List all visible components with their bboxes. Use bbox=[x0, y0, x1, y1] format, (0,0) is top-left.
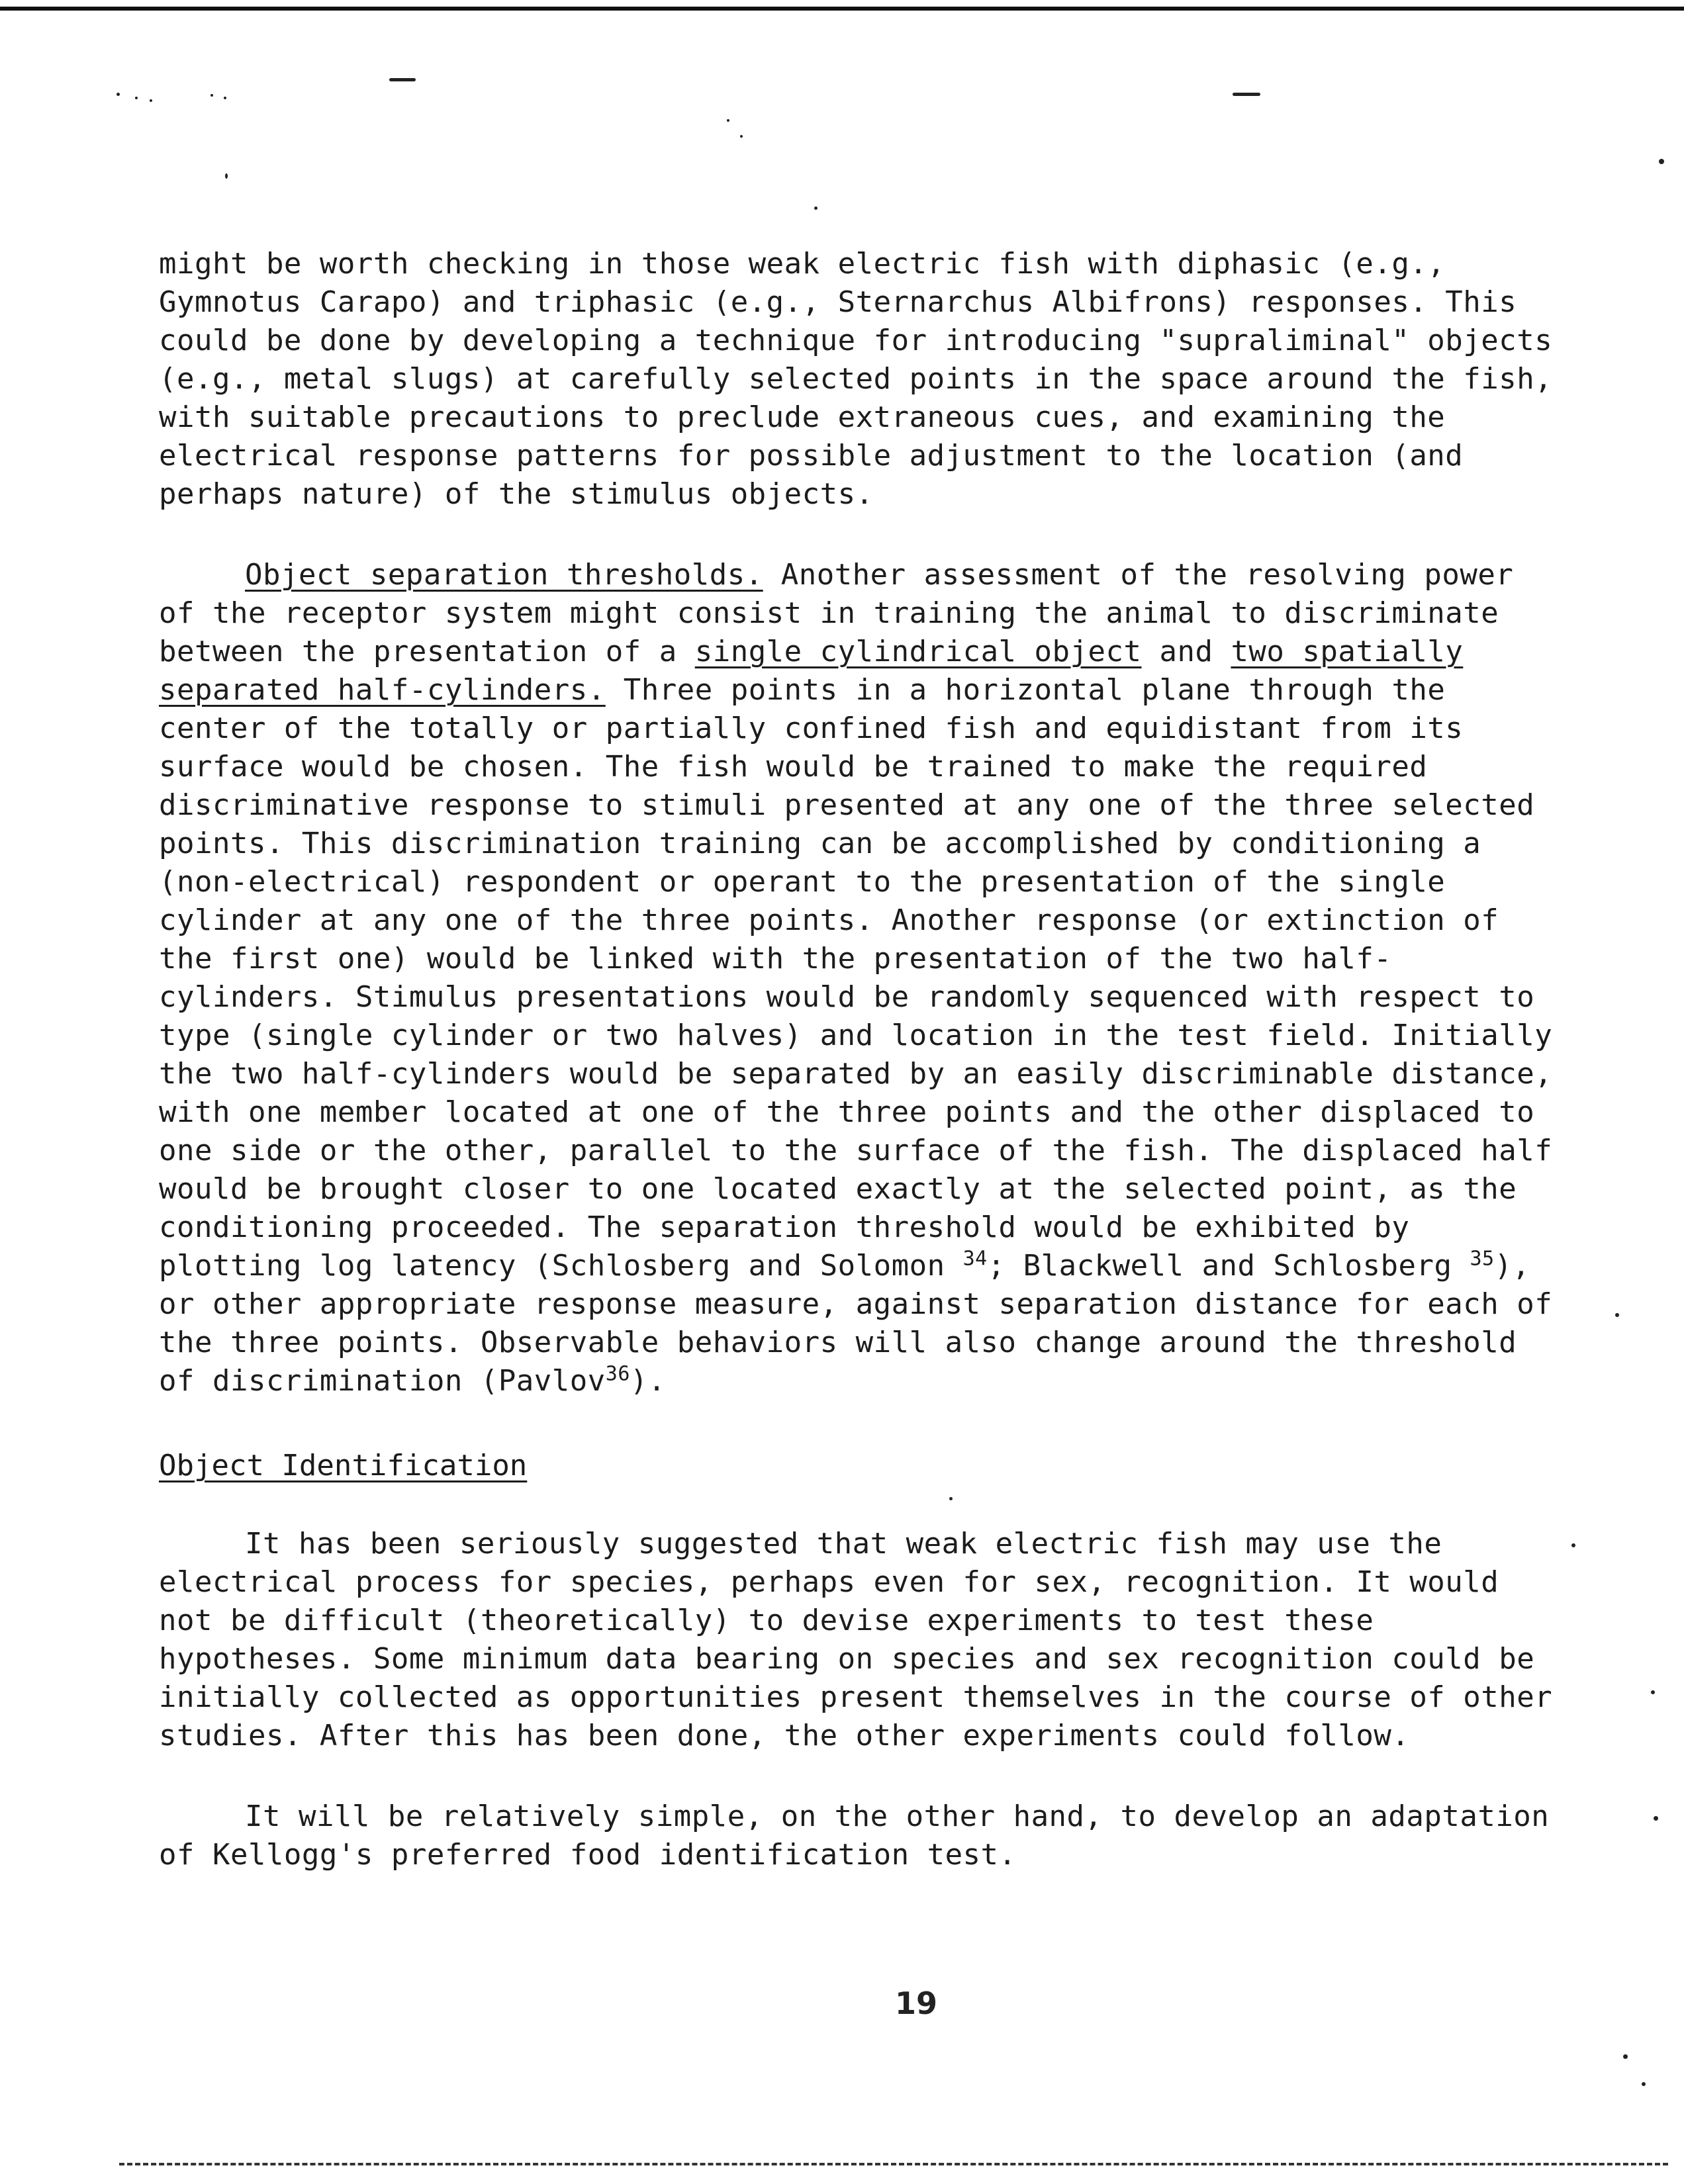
scan-speck bbox=[1571, 1543, 1575, 1547]
section-heading bbox=[159, 1447, 1562, 1485]
paragraph-text: Three points in a horizontal plane through the center of the totally or partially confined fish and equidistant from its surface would be chosen. The fish would be trained to make the required discriminative response to stimuli presented at any one of the three selected points. This discrimination training can be accomplished by conditioning a (non-electrical) respondent or operant to the presentation of the single cylinder at any one of the three points. Another response (or extinction of the first one) would be linked with the presentation of the two half-cylinders. Stimulus presentations would be randomly sequenced with respect to type (single cylinder or two halves) and location in the test field. Initially the two half-cylinders would be separated by an easily discriminable distance, with one member located at one of the three points and the other displaced to one side or the other, parallel to the surface of the fish. The displaced half would be brought closer to one located exactly at the selected point, as the conditioning proceeded. The separation threshold would be exhibited by plotting log latency (Schlosberg and Solomon bbox=[159, 673, 1553, 1283]
reference-number: 35 bbox=[1470, 1247, 1495, 1271]
scan-mark bbox=[1233, 93, 1260, 96]
paragraph-object-identification: It has been seriously suggested that weak electric fish may use the electrical process for species, perhaps even for sex, recognition. It would not be difficult (theoretically) to devise experiments to test these hypotheses. Some minimum data bearing on species and sex recognition could be initially collected as opportunities present themselves in the course of other studies. After this has been done, the other experiments could follow. bbox=[159, 1527, 1553, 1752]
reference-number: 34 bbox=[962, 1247, 988, 1271]
scan-speck bbox=[1651, 1690, 1655, 1694]
paragraph-text: ), or other appropriate response measure, against separation distance for each of the three points. Observable behaviors will also change around the threshold of discrimination (Pavlov bbox=[159, 1249, 1553, 1398]
scan-speck bbox=[1659, 159, 1664, 164]
paragraph-continuation: might be worth checking in those weak electric fish with diphasic (e.g., Gymnotus Carapo) and triphasic (e.g., Sternarchus Albifrons) responses. This could be done by developing a technique for introducing "supraliminal" objects (e.g., metal slugs) at carefully selected points in the space around the fish, with suitable precautions to preclude extraneous cues, and examining the electrical response patterns for possible adjustment to the location (and perhaps nature) of the stimulus objects. bbox=[159, 247, 1553, 511]
underlined-phrase: single cylindrical object bbox=[694, 635, 1142, 668]
paragraph-text: ; Blackwell and Schlosberg bbox=[987, 1249, 1470, 1283]
scan-speck bbox=[1642, 2082, 1646, 2086]
scan-speck bbox=[727, 119, 729, 122]
scan-speck bbox=[740, 135, 743, 138]
scan-speck bbox=[1615, 1313, 1619, 1317]
paragraph-text: Another assessment of the resolving power of the receptor system might consist in training the animal to discriminate between the presentation of a bbox=[159, 558, 1514, 668]
reference-number: 36 bbox=[605, 1362, 630, 1386]
section-heading-text: Object Identification bbox=[159, 1449, 528, 1482]
scan-mark bbox=[389, 78, 416, 81]
bottom-scan-edge bbox=[119, 2163, 1668, 2165]
scan-speck bbox=[225, 173, 228, 179]
page-body bbox=[159, 245, 1562, 1874]
paragraph-kellogg-test: It will be relatively simple, on the other hand, to develop an adaptation of Kellogg's preferred food identification test. bbox=[159, 1799, 1550, 1872]
scan-speck bbox=[135, 97, 138, 99]
scan-speck bbox=[224, 97, 226, 99]
scan-speck bbox=[814, 206, 818, 210]
scan-speck bbox=[150, 99, 152, 102]
top-scan-edge bbox=[0, 7, 1684, 11]
page-number: 19 bbox=[895, 1985, 938, 2021]
scan-speck bbox=[117, 93, 120, 96]
object-separation-heading: Object separation thresholds. bbox=[245, 558, 763, 592]
scan-speck bbox=[210, 94, 213, 97]
underlined-phrase: two spatially separated half-cylinders. bbox=[159, 635, 1464, 707]
paragraph-object-separation bbox=[159, 556, 1562, 1400]
paragraph-text: and bbox=[1141, 635, 1231, 668]
scan-speck bbox=[1623, 2054, 1628, 2059]
paragraph-text: ). bbox=[630, 1364, 666, 1398]
scan-speck bbox=[1654, 1816, 1658, 1821]
